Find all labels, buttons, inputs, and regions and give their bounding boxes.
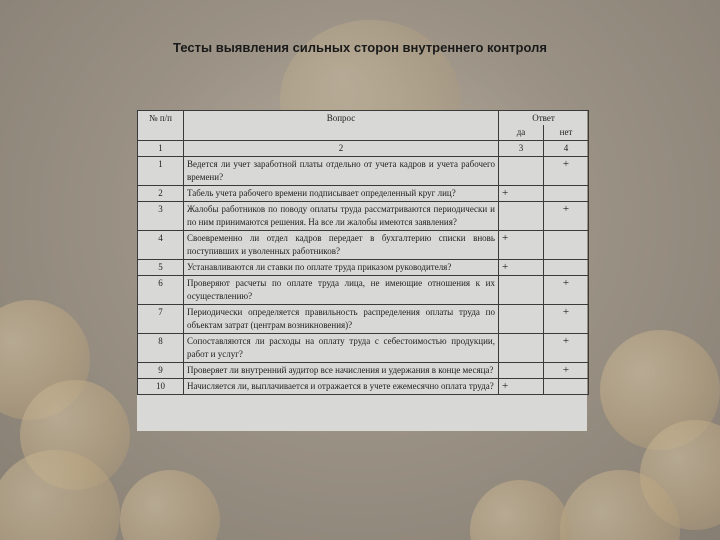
- row-number: 5: [138, 260, 184, 276]
- row-answer-yes: [499, 305, 544, 334]
- row-number: 9: [138, 363, 184, 379]
- header-answer: Ответ: [499, 111, 589, 126]
- row-number: 8: [138, 334, 184, 363]
- table-row: [138, 305, 589, 334]
- row-answer-no: +: [544, 305, 589, 334]
- table-row: [138, 231, 589, 260]
- row-answer-yes: +: [499, 231, 544, 260]
- column-number-3: 3: [499, 141, 544, 157]
- row-answer-no: +: [544, 202, 589, 231]
- table-header-row: [138, 111, 589, 126]
- row-number: 7: [138, 305, 184, 334]
- row-answer-no: [544, 186, 589, 202]
- row-answer-no: [544, 260, 589, 276]
- row-question: Жалобы работников по поводу оплаты труда рассматриваются периодически и по ним принимаются решения. На все ли жалобы имеются заявления?: [184, 202, 499, 231]
- row-answer-no: +: [544, 157, 589, 186]
- table-row: [138, 276, 589, 305]
- row-answer-yes: +: [499, 379, 544, 395]
- table-row: [138, 379, 589, 395]
- row-question: Начисляется ли, выплачивается и отражается в учете ежемесячно оплата труда?: [184, 379, 499, 395]
- header-yes: да: [499, 125, 544, 141]
- row-number: 1: [138, 157, 184, 186]
- row-answer-yes: [499, 202, 544, 231]
- slide-title: Тесты выявления сильных сторон внутреннего контроля: [173, 40, 547, 55]
- row-number: 4: [138, 231, 184, 260]
- row-question: Сопоставляются ли расходы на оплату труда с себестоимостью продукции, работ и услуг?: [184, 334, 499, 363]
- header-question: Вопрос: [184, 111, 499, 141]
- row-question: Ведется ли учет заработной платы отдельно от учета кадров и учета рабочего времени?: [184, 157, 499, 186]
- row-answer-no: +: [544, 363, 589, 379]
- table-row: [138, 186, 589, 202]
- column-number-1: 1: [138, 141, 184, 157]
- row-number: 10: [138, 379, 184, 395]
- row-answer-yes: +: [499, 260, 544, 276]
- column-number-2: 2: [184, 141, 499, 157]
- row-question: Периодически определяется правильность распределения оплаты труда по объектам затрат (центрам возникновения)?: [184, 305, 499, 334]
- row-answer-no: +: [544, 334, 589, 363]
- header-no: нет: [544, 125, 589, 141]
- row-question: Проверяет ли внутренний аудитор все начисления и удержания в конце месяца?: [184, 363, 499, 379]
- table-row: [138, 334, 589, 363]
- row-answer-yes: [499, 334, 544, 363]
- row-answer-yes: [499, 157, 544, 186]
- row-question: Устанавливаются ли ставки по оплате труда приказом руководителя?: [184, 260, 499, 276]
- row-answer-no: +: [544, 276, 589, 305]
- row-answer-yes: +: [499, 186, 544, 202]
- column-number-4: 4: [544, 141, 589, 157]
- row-number: 3: [138, 202, 184, 231]
- row-answer-no: [544, 231, 589, 260]
- table-row: [138, 363, 589, 379]
- table-row: [138, 202, 589, 231]
- table-row: [138, 157, 589, 186]
- internal-control-test-table: [137, 110, 589, 395]
- row-question: Проверяют расчеты по оплате труда лица, не имеющие отношения к их осуществлению?: [184, 276, 499, 305]
- row-question: Своевременно ли отдел кадров передает в бухгалтерию списки вновь поступивших и уволенных работников?: [184, 231, 499, 260]
- row-answer-yes: [499, 276, 544, 305]
- row-answer-no: [544, 379, 589, 395]
- header-number: № п/п: [138, 111, 184, 141]
- row-answer-yes: [499, 363, 544, 379]
- row-question: Табель учета рабочего времени подписывает определенный круг лиц?: [184, 186, 499, 202]
- table-column-numbers-row: [138, 141, 589, 157]
- row-number: 6: [138, 276, 184, 305]
- row-number: 2: [138, 186, 184, 202]
- table-row: [138, 260, 589, 276]
